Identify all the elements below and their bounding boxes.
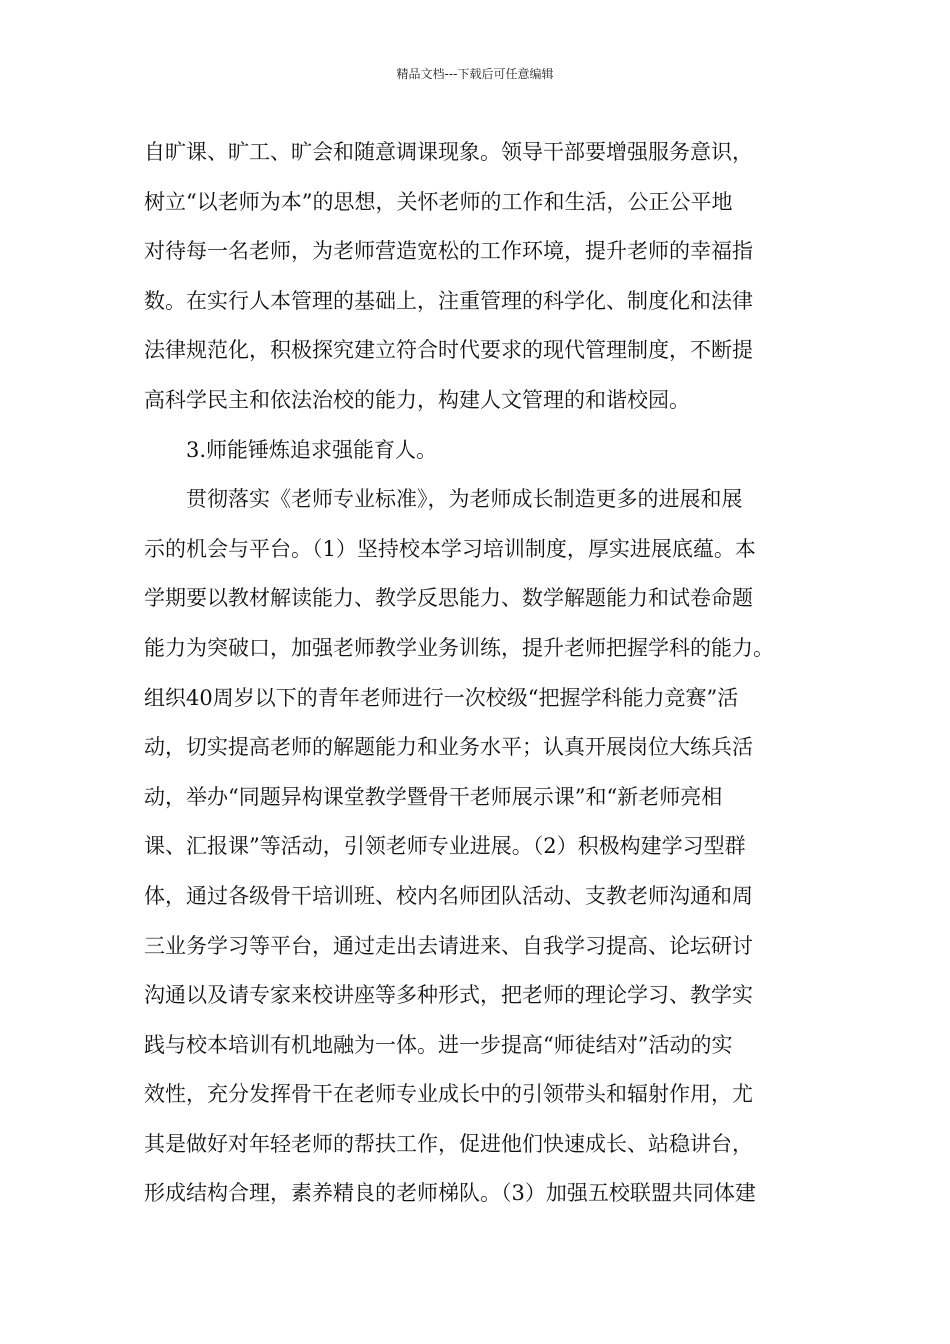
text-line: 树立“以老师为本”的思想，关怀老师的工作和生活，公正公平地 <box>144 189 733 214</box>
text-line: 践与校本培训有机地融为一体。进一步提高“师徒结对”活动的实 <box>144 1032 733 1057</box>
text-line: 动，切实提高老师的解题能力和业务水平；认真开展岗位大练兵活 <box>144 735 753 760</box>
text-line: 课、汇报课”等活动，引领老师专业进展。（2）积极构建学习型群 <box>144 834 746 859</box>
paragraph-first-line: 贯彻落实《老师专业标准》，为老师成长制造更多的进展和展 <box>186 487 743 512</box>
text-line: 效性，充分发挥骨干在老师专业成长中的引领带头和辐射作用，尤 <box>144 1082 753 1107</box>
text-line: 法律规范化，积极探究建立符合时代要求的现代管理制度，不断提 <box>144 338 753 363</box>
text-line: 动，举办“同题异构课堂教学暨骨干老师展示课”和“新老师亮相 <box>144 784 723 809</box>
text-line: 其是做好对年轻老师的帮扶工作，促进他们快速成长、站稳讲台， <box>144 1131 753 1156</box>
text-line: 学期要以教材解读能力、教学反思能力、数学解题能力和试卷命题 <box>144 586 753 611</box>
text-line: 体，通过各级骨干培训班、校内名师团队活动、支教老师沟通和周 <box>144 883 753 908</box>
text-line: 数。在实行人本管理的基础上，注重管理的科学化、制度化和法律 <box>144 288 753 313</box>
text-line: 组织40周岁以下的青年老师进行一次校级“把握学科能力竞赛”活 <box>144 685 739 710</box>
document-body <box>144 128 824 1219</box>
text-line: 示的机会与平台。（1）坚持校本学习培训制度，厚实进展底蕴。本 <box>144 536 756 561</box>
text-line: 形成结构合理，素养精良的老师梯队。（3）加强五校联盟共同体建 <box>144 1181 756 1206</box>
text-line: 高科学民主和依法治校的能力，构建人文管理的和谐校园。 <box>144 387 690 412</box>
text-line: 对待每一名老师，为老师营造宽松的工作环境，提升老师的幸福指 <box>144 239 753 264</box>
text-line: 沟通以及请专家来校讲座等多种形式，把老师的理论学习、教学实 <box>144 983 753 1008</box>
text-line: 三业务学习等平台，通过走出去请进来、自我学习提高、论坛研讨 <box>144 933 753 958</box>
text-line: 能力为突破口，加强老师教学业务训练，提升老师把握学科的能力。 <box>144 635 774 660</box>
section-heading: 3.师能锤炼追求强能育人。 <box>186 437 438 462</box>
page-header: 精品文档---下载后可任意编辑 <box>396 67 554 81</box>
text-line: 自旷课、旷工、旷会和随意调课现象。领导干部要增强服务意识， <box>144 140 753 164</box>
